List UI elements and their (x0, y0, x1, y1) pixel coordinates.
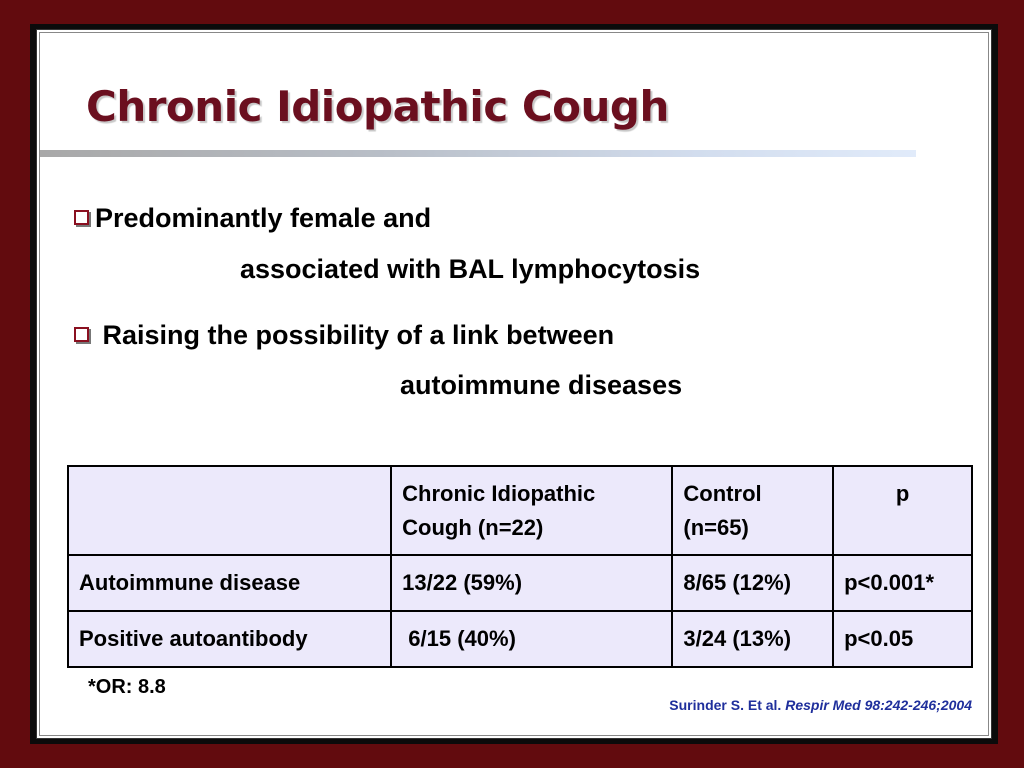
table-header-cell (68, 466, 391, 555)
table-header-cell: p (833, 466, 972, 555)
bullet-1 (74, 203, 431, 234)
table-row (68, 611, 972, 667)
title-underline-rule (40, 150, 916, 157)
table-cell: 6/15 (40%) (391, 611, 672, 667)
bullet-2-line-1: Raising the possibility of a link between (95, 320, 615, 350)
bullet-2-continuation: autoimmune diseases (400, 370, 683, 400)
footnote: *OR: 8.8 (88, 676, 166, 698)
table-cell: 8/65 (12%) (672, 555, 833, 611)
table-header-row (68, 466, 972, 555)
citation-journal: Respir Med 98:242-246;2004 (785, 697, 972, 713)
citation-authors: Surinder S. Et al. (669, 697, 782, 713)
table-row (68, 555, 972, 611)
table-cell: 13/22 (59%) (391, 555, 672, 611)
comparison-table (67, 465, 973, 668)
bullet-2 (74, 320, 614, 351)
table-row-label: Positive autoantibody (68, 611, 391, 667)
slide-title: Chronic Idiopathic Cough (86, 82, 669, 131)
citation (669, 697, 972, 713)
checkbox-square-icon (74, 327, 89, 342)
table-header-cell: Chronic Idiopathic Cough (n=22) (391, 466, 672, 555)
table-header-cell: Control (n=65) (672, 466, 833, 555)
bullet-1-continuation: associated with BAL lymphocytosis (240, 254, 701, 284)
table-row-label: Autoimmune disease (68, 555, 391, 611)
bullet-1-line-1: Predominantly female and (95, 203, 432, 233)
table-cell: 3/24 (13%) (672, 611, 833, 667)
checkbox-square-icon (74, 210, 89, 225)
table-cell: p<0.001* (833, 555, 972, 611)
table-cell: p<0.05 (833, 611, 972, 667)
